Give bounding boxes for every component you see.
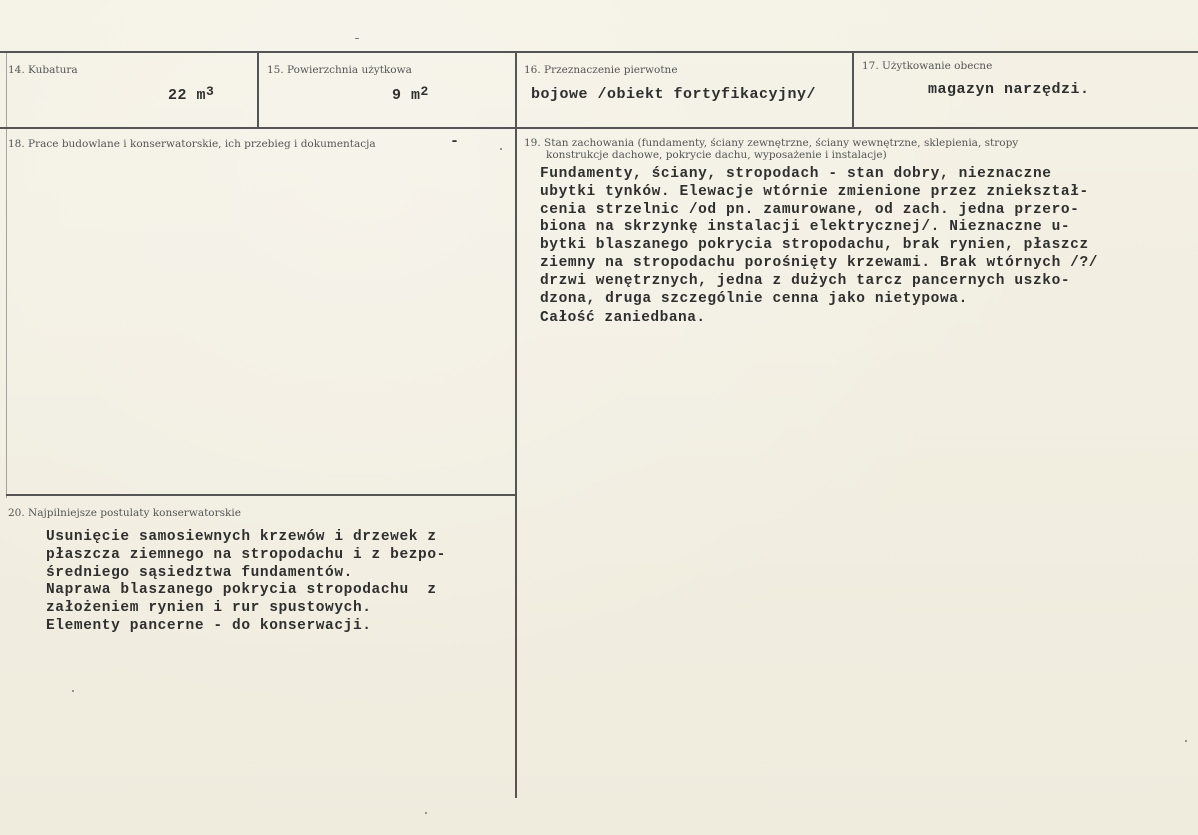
field-20-line: Usunięcie samosiewnych krzewów i drzewek z xyxy=(46,529,437,545)
col3-divider-row1 xyxy=(852,52,854,128)
field-14-label: 14. Kubatura xyxy=(8,64,78,76)
field-19-line: cenia strzelnic /od pn. zamurowane, od zach. jedna przero- xyxy=(540,201,1080,218)
field-20-line: płaszcza ziemnego na stropodachu i z bezpo- xyxy=(46,546,446,563)
field-15-value xyxy=(392,84,429,105)
field-19-line: drzwi wenętrznych, jedna z dużych tarcz pancernych uszko- xyxy=(540,272,1071,289)
field-15-number: 9 m xyxy=(392,87,421,104)
field-19-label-line2: konstrukcje dachowe, pokrycie dachu, wyposażenie i instalacje) xyxy=(546,149,887,161)
field-20-line: Elementy pancerne - do konserwacji. xyxy=(46,617,372,634)
paper-speck xyxy=(500,148,502,150)
paper-speck xyxy=(72,690,74,692)
field-14-exponent: 3 xyxy=(206,84,215,99)
field-20-line: średniego sąsiedztwa fundamentów. xyxy=(46,564,353,581)
paper-speck xyxy=(355,38,359,39)
row1-bottom-rule xyxy=(0,127,1198,129)
col1-divider-row1 xyxy=(257,52,259,128)
field-16-label: 16. Przeznaczenie pierwotne xyxy=(524,64,678,76)
field-17-label: 17. Użytkowanie obecne xyxy=(862,60,993,72)
left-edge-rule xyxy=(6,52,7,498)
field-14-value xyxy=(168,84,215,105)
field-18-value: - xyxy=(450,133,460,150)
field-19-line: dzona, druga szczególnie cenna jako nietypowa. xyxy=(540,290,968,307)
paper-speck xyxy=(1185,740,1187,742)
field-19-line: ziemny na stropodachu porośnięty krzewami. Brak wtórnych /?/ xyxy=(540,254,1099,271)
field-19-label-line1: 19. Stan zachowania (fundamenty, ściany zewnętrzne, ściany wewnętrzne, sklepienia, stropy xyxy=(524,137,1019,149)
section20-top-rule xyxy=(6,494,516,496)
field-14-number: 22 m xyxy=(168,87,207,104)
field-20-line: Naprawa blaszanego pokrycia stropodachu z xyxy=(46,582,437,599)
col2-divider xyxy=(515,52,517,798)
top-rule xyxy=(0,51,1198,53)
field-19-line: Fundamenty, ściany, stropodach - stan dobry, nieznaczne xyxy=(540,166,1052,182)
field-20-line: założeniem rynien i rur spustowych. xyxy=(46,600,372,617)
field-15-exponent: 2 xyxy=(420,84,429,99)
field-19-line: biona na skrzynkę instalacji elektrycznej/. Nieznaczne u- xyxy=(540,219,1071,236)
field-19-line: ubytki tynków. Elewacje wtórnie zmienione przez zniekształ- xyxy=(540,183,1089,200)
field-16-value: bojowe /obiekt fortyfikacyjny/ xyxy=(531,86,817,103)
field-20-label: 20. Najpilniejsze postulaty konserwatorskie xyxy=(8,507,241,519)
field-19-text xyxy=(540,166,1098,308)
field-17-value: magazyn narzędzi. xyxy=(928,81,1090,98)
field-19-closing: Całość zaniedbana. xyxy=(540,310,706,326)
field-19-line: bytki blaszanego pokrycia stropodachu, brak rynien, płaszcz xyxy=(540,237,1089,254)
field-15-label: 15. Powierzchnia użytkowa xyxy=(267,64,412,76)
field-20-text xyxy=(46,529,446,636)
field-18-label: 18. Prace budowlane i konserwatorskie, ich przebieg i dokumentacja xyxy=(8,138,376,150)
paper-speck xyxy=(425,812,427,814)
